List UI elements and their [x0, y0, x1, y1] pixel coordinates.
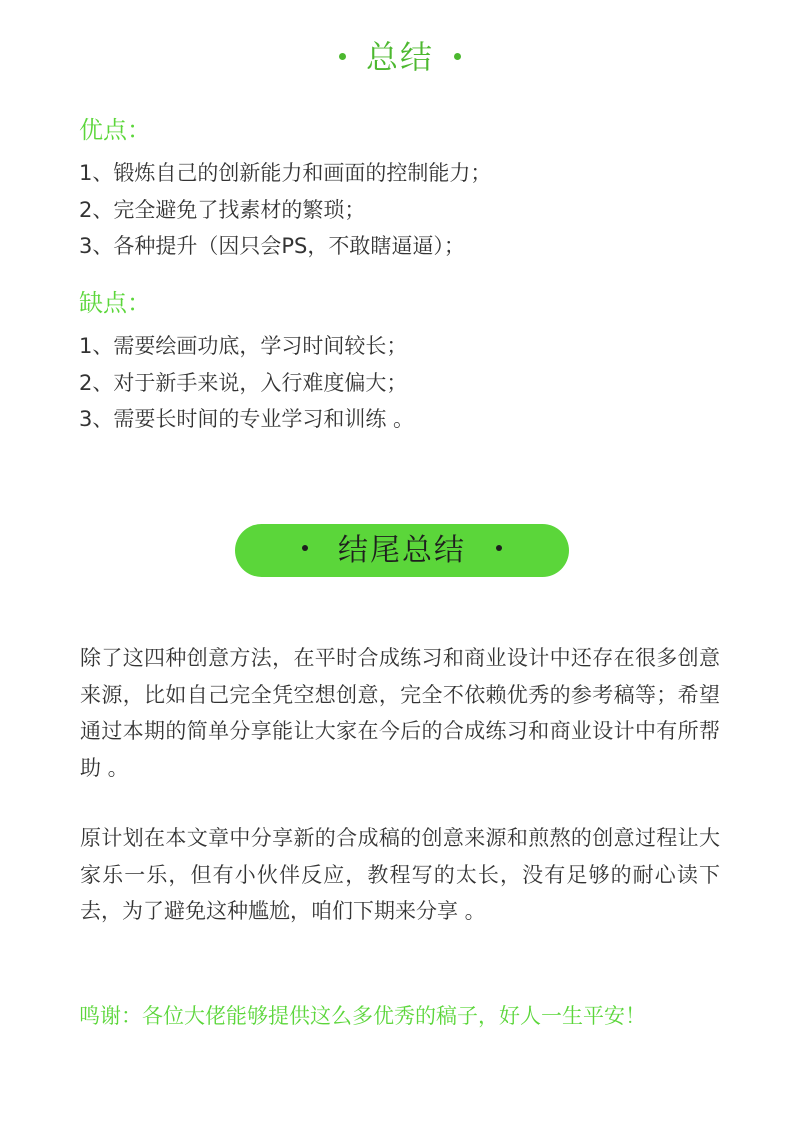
list-item: 2、对于新手来说，入行难度偏大；	[79, 370, 408, 395]
dot-icon	[454, 53, 461, 60]
dot-icon	[302, 545, 308, 551]
cons-list	[79, 328, 414, 438]
list-item: 3、需要长时间的专业学习和训练 。	[79, 407, 415, 431]
list-item: 1、锻炼自己的创新能力和画面的控制能力；	[79, 161, 492, 185]
list-item: 1、需要绘画功底，学习时间较长；	[79, 334, 408, 358]
summary-paragraph: 除了这四种创意方法，在平时合成练习和商业设计中还存在很多创意来源，比如自己完全凭空想创意，完全不依赖优秀的参考稿等；希望通过本期的简单分享能让大家在今后的合成练习和商业设计中有所帮助 。	[80, 646, 720, 780]
pros-list	[79, 155, 491, 265]
list-item: 2、完全避免了找素材的繁琐；	[79, 197, 366, 222]
cons-heading: 缺点：	[79, 289, 151, 317]
list-item: 3、各种提升（因只会PS，不敢瞎逼逼）；	[79, 234, 465, 258]
section-title-text: 总结	[365, 38, 434, 76]
plan-paragraph: 原计划在本文章中分享新的合成稿的创意来源和煎熬的创意过程让大家乐一乐，但有小伙伴反应，教程写的太长，没有足够的耐心读下去，为了避免这种尴尬，咱们下期来分享 。	[80, 826, 720, 923]
dot-icon	[339, 53, 346, 60]
banner-text: 结尾总结	[338, 533, 466, 568]
dot-icon	[496, 545, 502, 551]
section-title	[0, 32, 800, 78]
pros-heading: 优点：	[79, 116, 151, 144]
thanks-note: 鸣谢：各位大佬能够提供这么多优秀的稿子，好人一生平安！	[79, 1004, 646, 1028]
ending-summary-banner	[235, 524, 569, 577]
